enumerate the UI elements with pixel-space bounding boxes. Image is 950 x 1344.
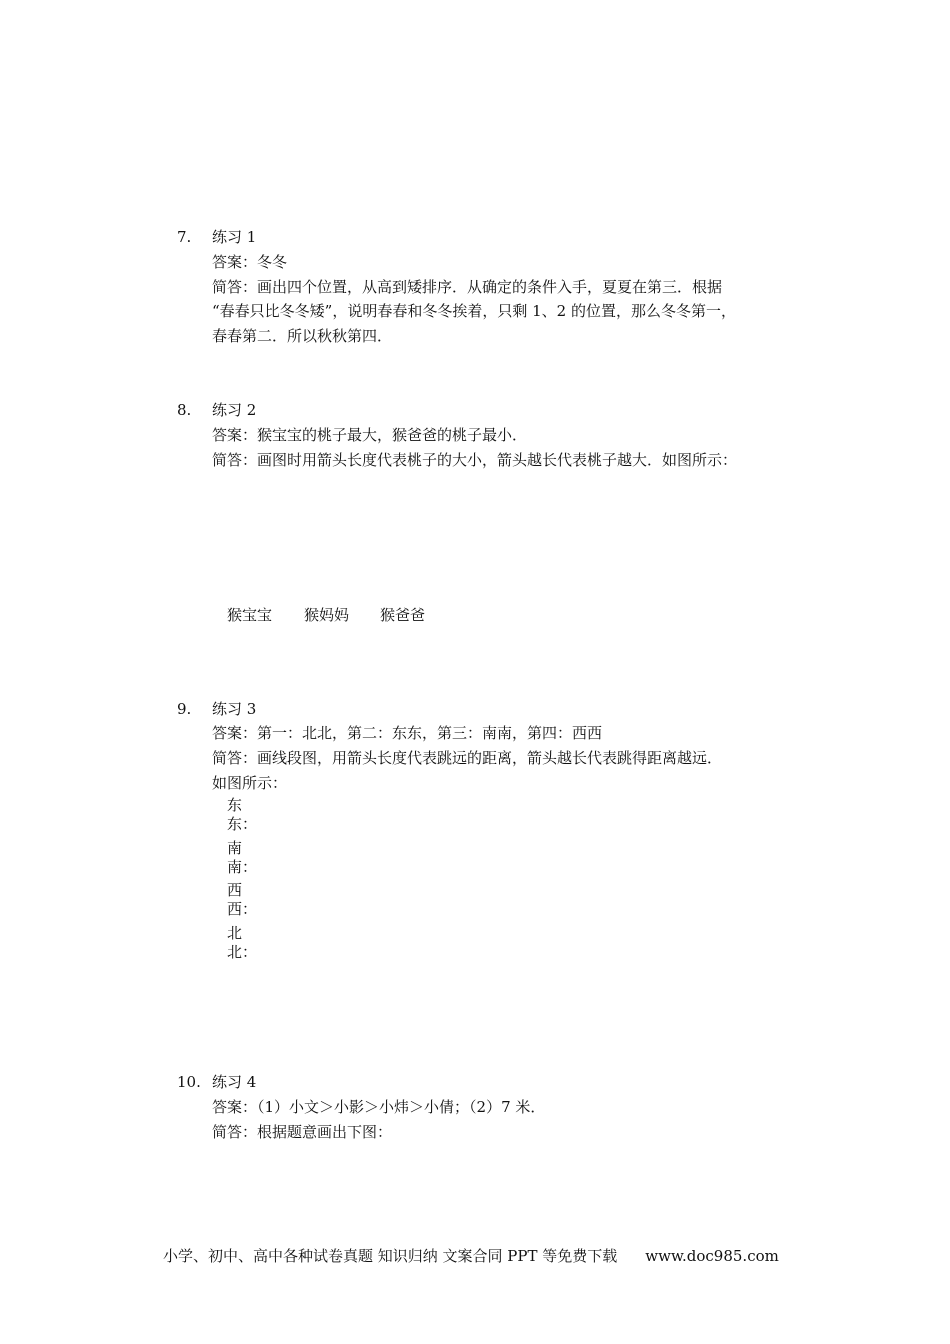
q8-label-dad: 猴爸爸 bbox=[380, 606, 426, 624]
q8-number: 8. bbox=[177, 401, 192, 419]
q9-explain: 简答：画线段图，用箭头长度代表跳远的距离，箭头越长代表跳得距离越远． bbox=[212, 749, 723, 767]
q9-row-south-line2: 南： bbox=[227, 858, 258, 876]
q9-row-south-line1: 南 bbox=[227, 839, 243, 857]
q9-explain-2: 如图所示： bbox=[212, 774, 288, 792]
footer-url[interactable]: www.doc985.com bbox=[645, 1247, 779, 1265]
q9-row-east-line2: 东： bbox=[227, 815, 258, 833]
footer-text: 小学、初中、高中各种试卷真题 知识归纳 文案合同 PPT 等免费下载 bbox=[163, 1247, 618, 1265]
q10-explain: 简答：根据题意画出下图： bbox=[212, 1123, 393, 1141]
q8-title: 练习 2 bbox=[212, 401, 257, 419]
q10-title: 练习 4 bbox=[212, 1073, 257, 1091]
q8-explain: 简答：画图时用箭头长度代表桃子的大小，箭头越长代表桃子越大．如图所示： bbox=[212, 451, 738, 469]
q7-title: 练习 1 bbox=[212, 228, 257, 246]
q9-answer: 答案：第一：北北，第二：东东，第三：南南，第四：西西 bbox=[212, 724, 603, 742]
q7-answer: 答案：冬冬 bbox=[212, 253, 288, 271]
q9-row-east-line1: 东 bbox=[227, 796, 243, 814]
q9-number: 9. bbox=[177, 700, 192, 718]
q9-title: 练习 3 bbox=[212, 700, 257, 718]
q7-explain-line1: 简答：画出四个位置，从高到矮排序．从确定的条件入手，夏夏在第三．根据 bbox=[212, 278, 723, 296]
q8-answer: 答案：猴宝宝的桃子最大，猴爸爸的桃子最小． bbox=[212, 426, 528, 444]
q9-row-west-line1: 西 bbox=[227, 881, 243, 899]
q9-row-west-line2: 西： bbox=[227, 900, 258, 918]
q7-number: 7. bbox=[177, 228, 192, 246]
q10-number: 10. bbox=[177, 1073, 201, 1091]
q7-explain-line3: 春春第二．所以秋秋第四． bbox=[212, 327, 393, 345]
q8-label-mom: 猴妈妈 bbox=[304, 606, 350, 624]
q9-row-north-line1: 北 bbox=[227, 924, 243, 942]
q8-label-baby: 猴宝宝 bbox=[227, 606, 273, 624]
page-footer bbox=[163, 1247, 779, 1265]
q10-answer: 答案：（1）小文＞小影＞小炜＞小倩；（2）7 米． bbox=[212, 1098, 546, 1116]
q7-explain-line2: “春春只比冬冬矮”，说明春春和冬冬挨着，只剩 1、2 的位置，那么冬冬第一， bbox=[212, 302, 736, 320]
q9-row-north-line2: 北： bbox=[227, 943, 258, 961]
